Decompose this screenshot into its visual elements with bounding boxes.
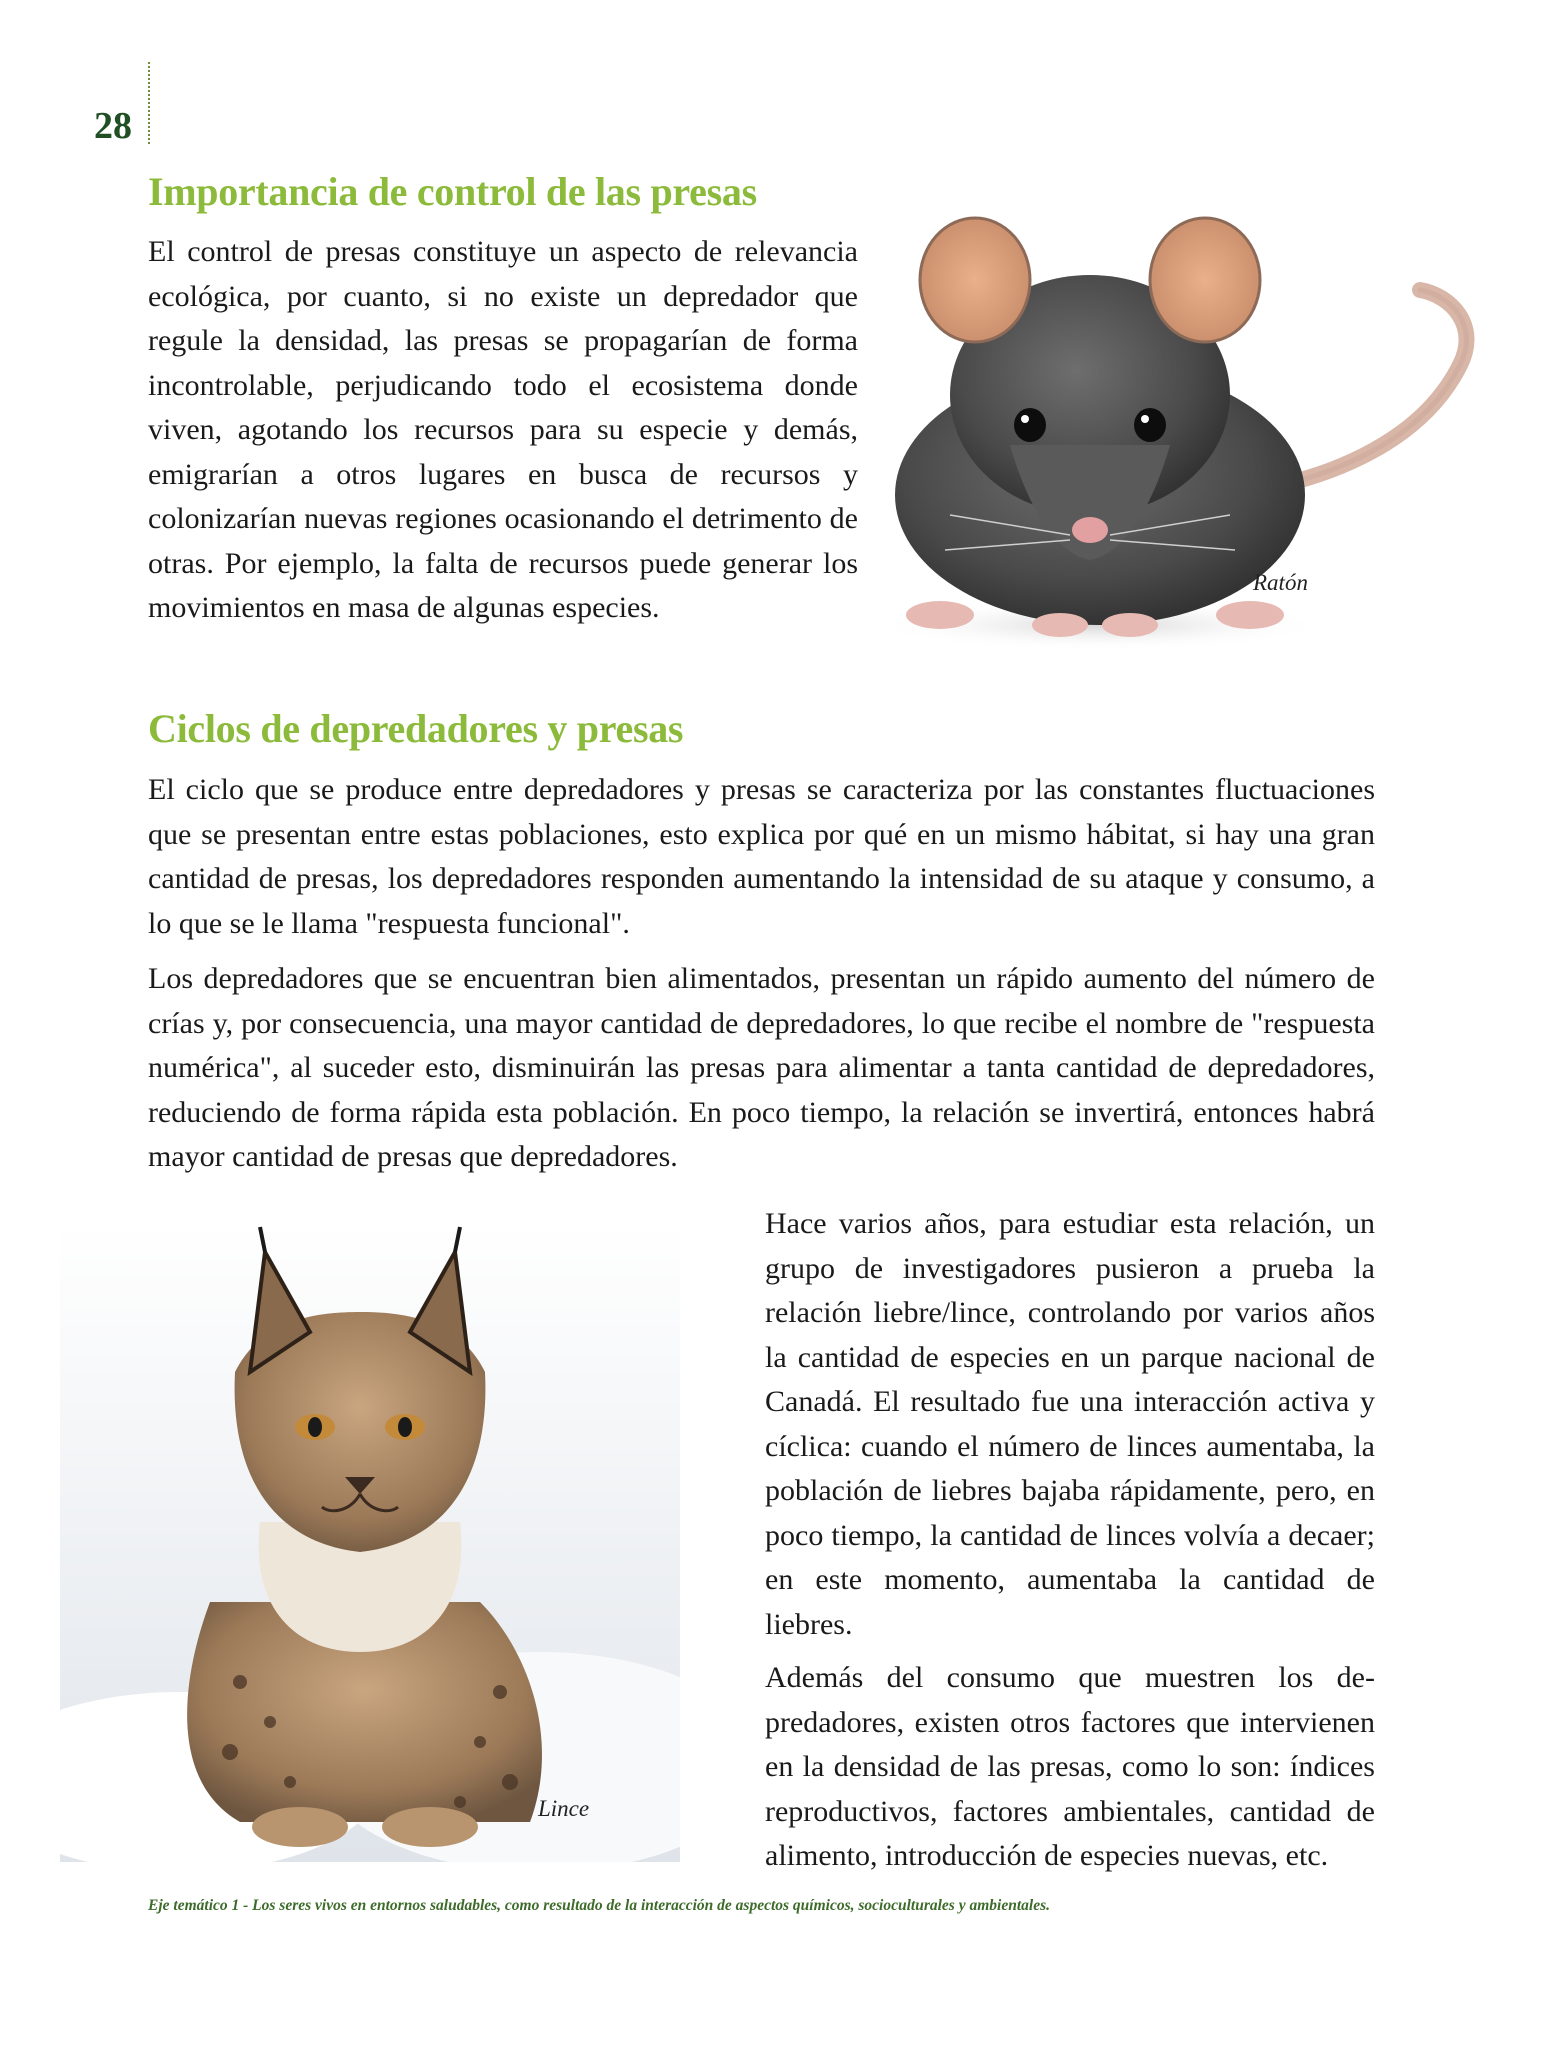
rat-photo bbox=[860, 195, 1510, 650]
paragraph-cycles-3: Hace varios años, para estudiar esta relación, un grupo de investigadores pusieron a prueba la relación liebre/lince, controlando por varios años la cantidad de especies en un parque nacional de Canadá. El resultado fue una interacción activa y cíclica: cuando el número de linces aumentaba, la población de liebres bajaba rápidamente, pero, en poco tiempo, la cantidad de linces volvía a decaer; en este momento, aumentaba la cantidad de liebres. bbox=[765, 1207, 1375, 1641]
lynx-photo bbox=[60, 1222, 680, 1862]
lynx-caption: Lince bbox=[538, 1796, 590, 1821]
footer-theme: Eje temático 1 - Los seres vivos en entornos saludables, como resultado de la interacción de aspectos químicos, socioculturales y ambientales. bbox=[148, 1897, 1050, 1914]
paragraph-cycles-4: Además del consumo que muestren los depredadores, existen otros factores que intervienen en la densidad de las presas, como lo son: índices reproductivos, factores ambientales, cantidad de alimento, introducción de especies nuevas, etc. bbox=[765, 1661, 1375, 1872]
paragraph-cycles-1: El ciclo que se produce entre depredadores y presas se caracteriza por las constantes fluctuaciones que se presentan entre estas poblaciones, esto explica por qué en un mismo hábitat, si hay una gran cantidad de presas, los depredadores responden aumentando la intensidad de su ataque y consumo, a lo que se le llama "respuesta funcional". bbox=[148, 773, 1375, 940]
margin-divider bbox=[148, 62, 150, 144]
page-number: 28 bbox=[94, 105, 132, 147]
paragraph-prey-control: El control de presas constituye un aspecto de relevancia ecológica, por cuanto, si no existe un depredador que regule la densidad, las presas se propagarían de forma incontrolable, perjudicando todo el ecosistema donde viven, agotando los recursos para su especie y demás, emigrarían a otros lugares en busca de recursos y colonizarían nuevas regiones ocasionando el detrimento de otras. Por ejemplo, la falta de recursos puede generar los movimientos en masa de algunas especies. bbox=[148, 235, 858, 624]
rat-caption: Ratón bbox=[1253, 570, 1308, 595]
section-heading-cycles: Ciclos de depredadores y presas bbox=[148, 706, 684, 751]
section-heading-prey-control: Importancia de control de las presas bbox=[148, 169, 757, 214]
paragraph-cycles-2: Los depredadores que se encuentran bien alimentados, presentan un rápido aumento del número de crías y, por consecuencia, una mayor cantidad de depredadores, lo que recibe el nombre de "respuesta numérica", al suceder esto, disminuirán las presas para alimentar a tanta cantidad de depredadores, reduciendo de forma rápida esta población. En poco tiempo, la relación se invertirá, entonces habrá mayor cantidad de presas que depredadores. bbox=[148, 962, 1375, 1173]
